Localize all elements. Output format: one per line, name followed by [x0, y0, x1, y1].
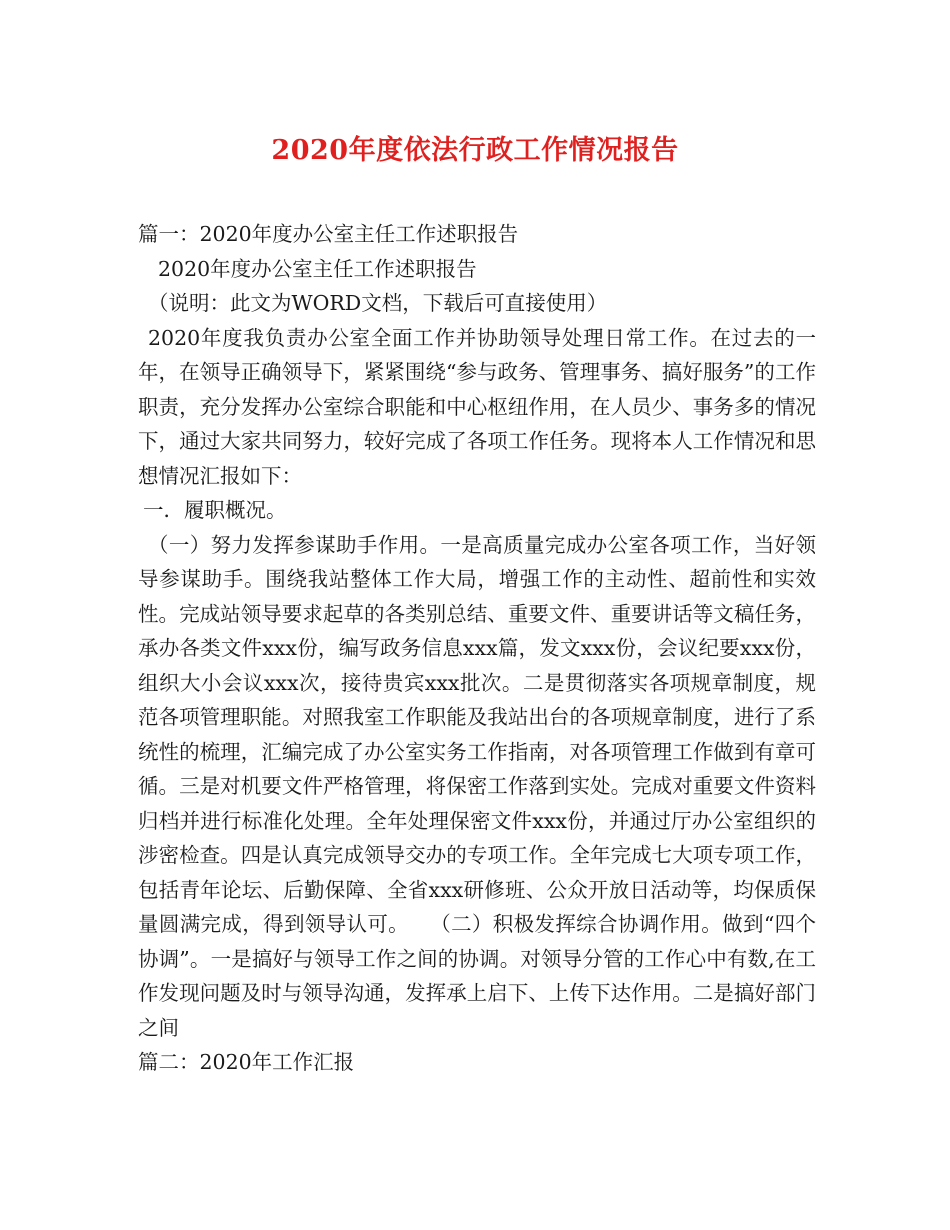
subtitle: 2020年度办公室主任工作述职报告: [158, 256, 477, 281]
document-title: 2020年度依法行政工作情况报告: [271, 135, 679, 166]
body-paragraph-main: （一）努力发挥参谋助手作用。一是高质量完成办公室各项工作，当好领导参谋助手。围绕我站整体工作大局，增强工作的主动性、超前性和实效性。完成站领导要求起草的各类别总结、重要文件、重要讲话等文稿任务，承办各类文件xxx份，编写政务信息xxx篇，发文xxx份，会议纪要xxx份，组织大小会议xxx次，接待贵宾xxx批次。二是贯彻落实各项规章制度，规范各项管理职能。对照我室工作职能及我站出台的各项规章制度，进行了系统性的梳理，汇编完成了办公室实务工作指南，对各项管理工作做到有章可循。三是对机要文件严格管理，将保密工作落到实处。完成对重要文件资料归档并进行标准化处理。全年处理保密文件xxx份，并通过厅办公室组织的涉密检查。四是认真完成领导交办的专项工作。全年完成七大项专项工作，包括青年论坛、后勤保障、全省xxx研修班、公众开放日活动等，均保质保量圆满完成，得到领导认可。 （二）积极发挥综合协调作用。做到“四个协调”。一是搞好与领导工作之间的协调。对领导分管的工作心中有数,在工作发现问题及时与领导沟通，发挥承上启下、上传下达作用。二是搞好部门之间: [138, 532, 816, 1040]
body-paragraph-intro: 2020年度我负责办公室全面工作并协助领导处理日常工作。在过去的一年，在领导正确领导下，紧紧围绕“参与政务、管理事务、搞好服务”的工作职责，充分发挥办公室综合职能和中心枢纽作用，在人员少、事务多的情况下，通过大家共同努力，较好完成了各项工作任务。现将本人工作情况和思想情况汇报如下：: [138, 325, 816, 488]
section-heading-overview: 一．履职概况。: [143, 498, 287, 522]
section-heading-1: 篇一：2020年度办公室主任工作述职报告: [138, 222, 519, 246]
document-body: [138, 217, 816, 1080]
section-heading-2: 篇二：2020年工作汇报: [138, 1050, 355, 1074]
note: （说明：此文为WORD文档，下载后可直接使用）: [148, 291, 608, 315]
